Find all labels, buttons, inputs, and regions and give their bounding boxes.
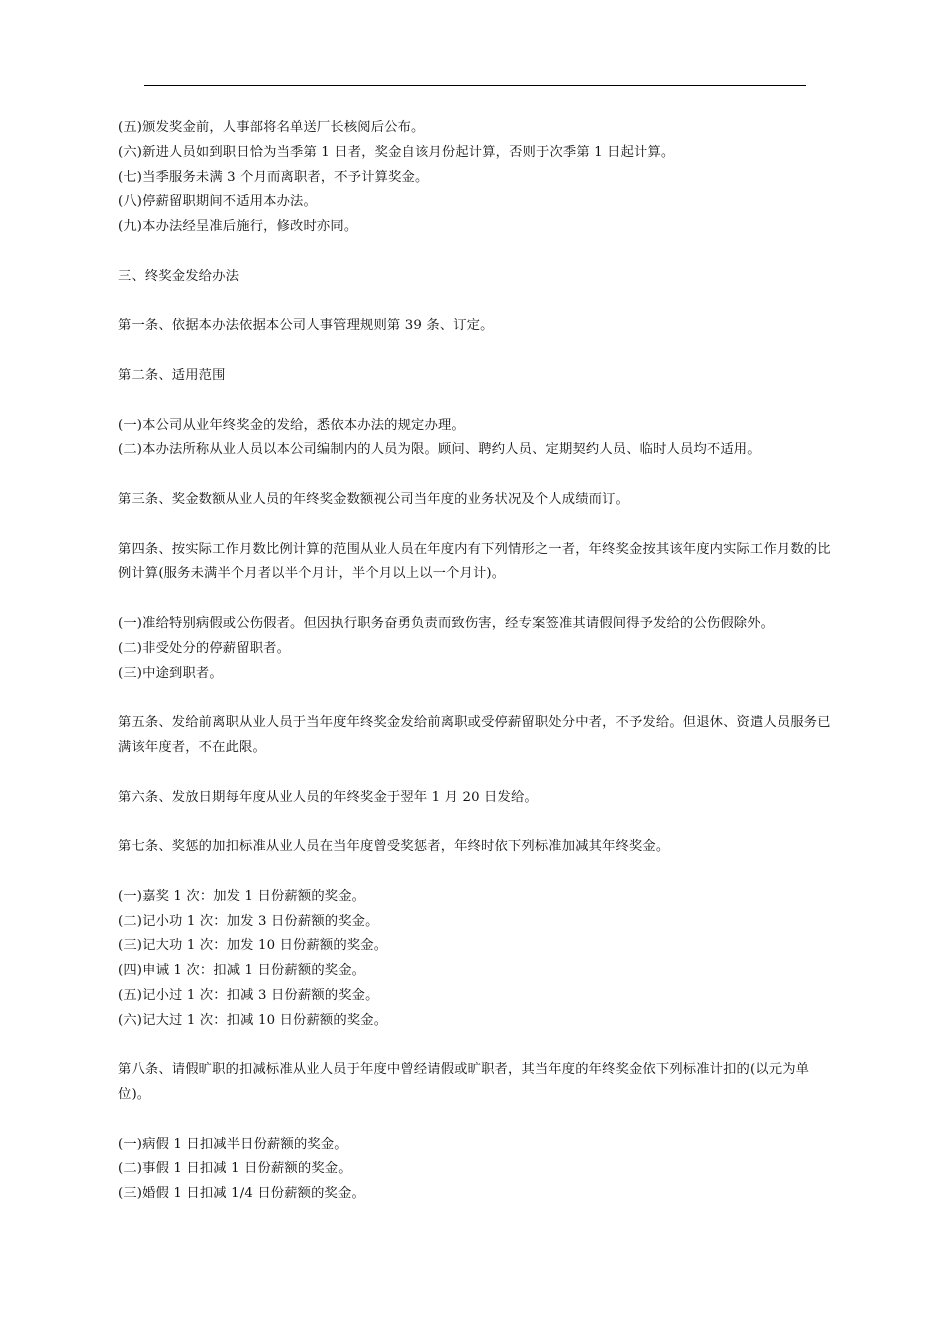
paragraph-clause-6: (六)新进人员如到职日恰为当季第 1 日者，奖金自该月份起计算，否则于次季第 1 日起计算。 (118, 144, 675, 160)
paragraph-clause-8: (八)停薪留职期间不适用本办法。 (118, 194, 317, 210)
paragraph-clause-9: (九)本办法经呈准后施行，修改时亦同。 (118, 219, 358, 235)
article-8-item-3: (三)婚假 1 日扣减 1/4 日份薪额的奖金。 (118, 1186, 365, 1202)
article-8-item-1: (一)病假 1 日扣减半日份薪额的奖金。 (118, 1136, 348, 1152)
article-4-item-2: (二)非受处分的停薪留职者。 (118, 640, 291, 656)
header-rule (144, 85, 806, 86)
article-7-item-1: (一)嘉奖 1 次：加发 1 日份薪额的奖金。 (118, 888, 366, 904)
paragraph-gap (118, 463, 832, 488)
paragraph-gap (118, 339, 832, 364)
article-7-item-5: (五)记小过 1 次：扣减 3 日份薪额的奖金。 (118, 987, 379, 1003)
article-8: 第八条、请假旷职的扣减标准从业人员于年度中曾经请假或旷职者，其当年度的年终奖金依下列标准计扣的(以元为单位)。 (118, 1062, 810, 1103)
article-1: 第一条、依据本办法依据本公司人事管理规则第 39 条、订定。 (118, 318, 494, 334)
paragraph-clause-7: (七)当季服务未满 3 个月而离职者，不予计算奖金。 (118, 169, 429, 185)
article-8-item-2: (二)事假 1 日扣减 1 日份薪额的奖金。 (118, 1161, 352, 1177)
article-4: 第四条、按实际工作月数比例计算的范围从业人员在年度内有下列情形之一者，年终奖金按其该年度内实际工作月数的比例计算(服务未满半个月者以半个月计，半个月以上以一个月计)。 (118, 541, 831, 582)
article-4-item-1: (一)准给特别病假或公伤假者。但因执行职务奋勇负责而致伤害，经专案签准其请假间得予发给的公伤假除外。 (118, 615, 775, 631)
paragraph-gap (118, 389, 832, 414)
article-2-item-1: (一)本公司从业年终奖金的发给，悉依本办法的规定办理。 (118, 417, 465, 433)
paragraph-gap (118, 761, 832, 786)
paragraph-gap (118, 686, 832, 711)
document-body (118, 116, 832, 1207)
paragraph-gap (118, 1033, 832, 1058)
article-7-item-3: (三)记大功 1 次：加发 10 日份薪额的奖金。 (118, 938, 388, 954)
paragraph-gap (118, 587, 832, 612)
paragraph-gap (118, 810, 832, 835)
section-heading: 三、终奖金发给办法 (118, 268, 240, 284)
article-2-item-2: (二)本办法所称从业人员以本公司编制内的人员为限。顾问、聘约人员、定期契约人员、临时人员均不适用。 (118, 442, 761, 458)
paragraph-gap (118, 240, 832, 265)
article-7-item-6: (六)记大过 1 次：扣减 10 日份薪额的奖金。 (118, 1012, 388, 1028)
article-7-item-4: (四)申诫 1 次：扣减 1 日份薪额的奖金。 (118, 963, 366, 979)
article-6: 第六条、发放日期每年度从业人员的年终奖金于翌年 1 月 20 日发给。 (118, 789, 538, 805)
article-2: 第二条、适用范围 (118, 367, 226, 383)
paragraph-gap (118, 290, 832, 315)
paragraph-gap (118, 860, 832, 885)
paragraph-clause-5: (五)颁发奖金前，人事部将名单送厂长核阅后公布。 (118, 120, 425, 135)
article-7-item-2: (二)记小功 1 次：加发 3 日份薪额的奖金。 (118, 913, 379, 929)
paragraph-gap (118, 513, 832, 538)
article-4-item-3: (三)中途到职者。 (118, 665, 223, 681)
article-7: 第七条、奖惩的加扣标准从业人员在当年度曾受奖惩者，年终时依下列标准加减其年终奖金。 (118, 839, 670, 855)
article-3: 第三条、奖金数额从业人员的年终奖金数额视公司当年度的业务状况及个人成绩而订。 (118, 491, 629, 507)
paragraph-gap (118, 1108, 832, 1133)
article-5: 第五条、发给前离职从业人员于当年度年终奖金发给前离职或受停薪留职处分中者，不予发给。但退休、资遣人员服务已满该年度者，不在此限。 (118, 715, 831, 755)
